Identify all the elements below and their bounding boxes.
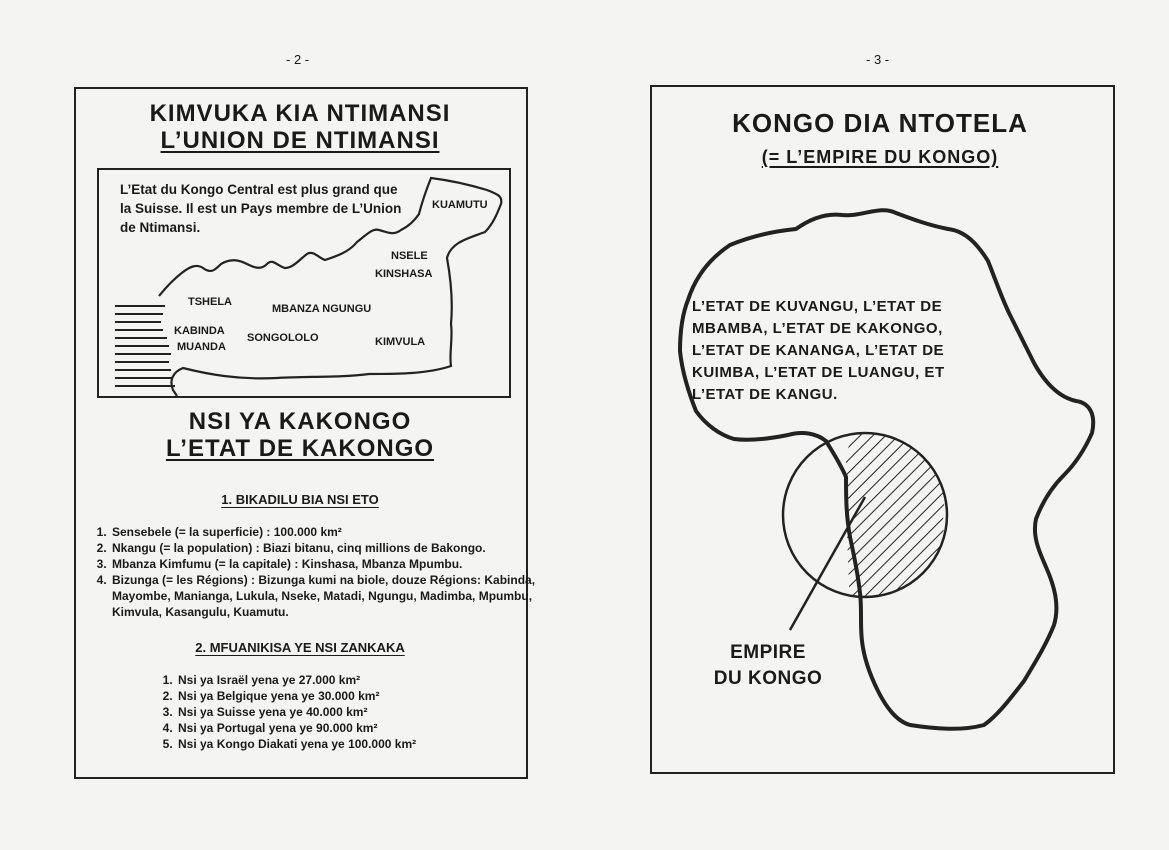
empire-label-line-1: EMPIRE bbox=[730, 642, 806, 663]
list-item: 4. Nsi ya Portugal yena ye 90.000 km² bbox=[176, 720, 516, 736]
states-list bbox=[692, 296, 1012, 406]
list-item: 1. Nsi ya Israël yena ye 27.000 km² bbox=[176, 672, 516, 688]
section-title-line-1: NSI YA KAKONGO bbox=[188, 408, 412, 435]
map-label-kimvula: KIMVULA bbox=[375, 336, 426, 348]
section-title bbox=[80, 408, 520, 462]
empire-label-line-2: DU KONGO bbox=[713, 668, 823, 689]
list-item: 4. Bizunga (= les Régions) : Bizunga kumi na biole, douze Régions: Kabinda, Mayombe, Manianga, Lukula, Nseke, Matadi, Ngungu, Madimba, Mpumbu, Kimvula, Kasangulu, Kuamutu. bbox=[110, 572, 540, 620]
right-page-subtitle: (= L’EMPIRE DU KONGO) bbox=[761, 147, 999, 167]
subsection-2-list bbox=[158, 672, 516, 752]
map-label-songololo: SONGOLOLO bbox=[247, 332, 319, 344]
map-label-kabinda: KABINDA bbox=[174, 325, 225, 337]
map-note: L’Etat du Kongo Central est plus grand que la Suisse. Il est un Pays membre de L’Union de Ntimansi. bbox=[120, 182, 402, 235]
states-line: MBAMBA, L’ETAT DE KAKONGO, bbox=[692, 320, 943, 337]
section-title-line-2: L’ETAT DE KAKONGO bbox=[165, 435, 435, 462]
list-item: 2. Nkangu (= la population) : Biazi bitanu, cinq millions de Bakongo. bbox=[110, 540, 540, 556]
empire-label bbox=[688, 640, 848, 692]
map-label-mbanza-ngungu: MBANZA NGUNGU bbox=[272, 303, 372, 315]
list-item: 3. Nsi ya Suisse yena ye 40.000 km² bbox=[176, 704, 516, 720]
map-label-tshela: TSHELA bbox=[188, 296, 232, 308]
states-line: L’ETAT DE KANANGA, L’ETAT DE bbox=[692, 342, 945, 359]
map-label-muanda: MUANDA bbox=[177, 341, 226, 353]
page-number-right: - 3 - bbox=[866, 52, 890, 67]
left-page-title bbox=[80, 100, 520, 154]
states-line: L’ETAT DE KANGU. bbox=[692, 386, 838, 403]
subsection-2-title: 2. MFUANIKISA YE NSI ZANKAKA bbox=[195, 640, 405, 655]
states-line: L’ETAT DE KUVANGU, L’ETAT DE bbox=[692, 298, 943, 315]
states-line: KUIMBA, L’ETAT DE LUANGU, ET bbox=[692, 364, 945, 381]
title-line-1: KIMVUKA KIA NTIMANSI bbox=[149, 100, 451, 127]
right-page-title: KONGO DIA NTOTELA bbox=[732, 108, 1028, 138]
list-item: 3. Mbanza Kimfumu (= la capitale) : Kinshasa, Mbanza Mpumbu. bbox=[110, 556, 540, 572]
subsection-1-list bbox=[92, 524, 540, 620]
list-item: 1. Sensebele (= la superficie) : 100.000 km² bbox=[110, 524, 540, 540]
map-label-kinshasa: KINSHASA bbox=[375, 268, 433, 280]
title-line-2: L’UNION DE NTIMANSI bbox=[160, 127, 440, 154]
map-label-nsele: NSELE bbox=[391, 250, 428, 262]
list-item: 5. Nsi ya Kongo Diakati yena ye 100.000 km² bbox=[176, 736, 516, 752]
list-item: 2. Nsi ya Belgique yena ye 30.000 km² bbox=[176, 688, 516, 704]
subsection-1-title: 1. BIKADILU BIA NSI ETO bbox=[221, 492, 379, 507]
page-number-left: - 2 - bbox=[286, 52, 310, 67]
map-label-kuamutu: KUAMUTU bbox=[432, 199, 488, 211]
